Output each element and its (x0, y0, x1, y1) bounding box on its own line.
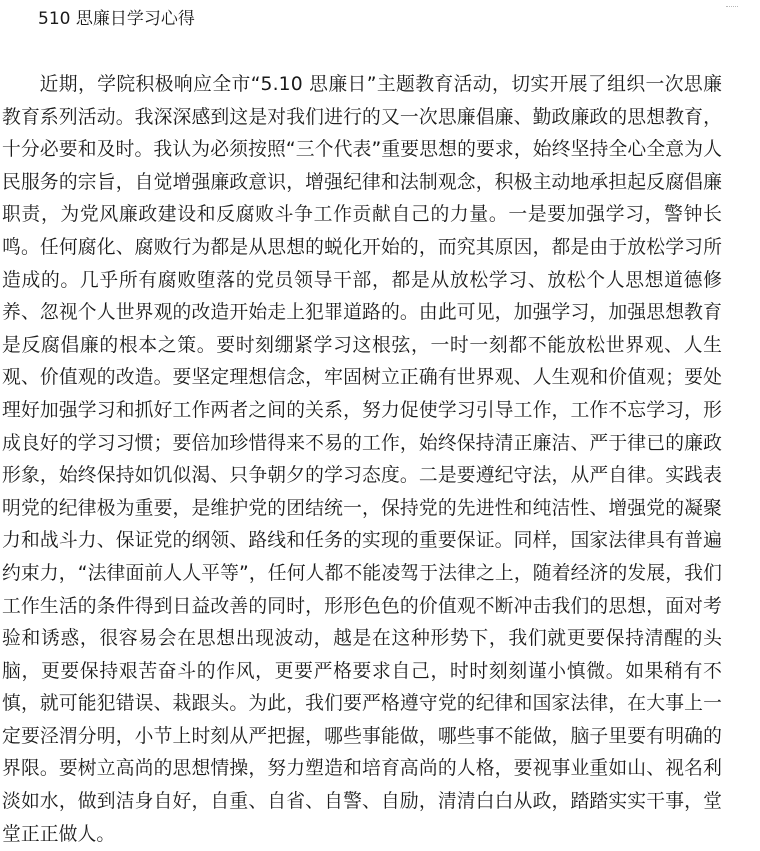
page-corner-marker (726, 6, 738, 8)
document-title: 510 思廉日学习心得 (38, 9, 195, 29)
document-body-paragraph: 近期，学院积极响应全市“5.10 思廉日”主题教育活动，切实开展了组织一次思廉教育系列活动。我深深感到这是对我们进行的又一次思廉倡廉、勤政廉政的思想教育，十分必要和及时。我认为必须按照“三个代表”重要思想的要求，始终坚持全心全意为人民服务的宗旨，自觉增强廉政意识，增强纪律和法制观念，积极主动地承担起反腐倡廉职责，为党风廉政建设和反腐败斗争工作贡献自己的力量。一是要加强学习，警钟长鸣。任何腐化、腐败行为都是从思想的蜕化开始的，而究其原因，都是由于放松学习所造成的。几乎所有腐败堕落的党员领导干部，都是从放松学习、放松个人思想道德修养、忽视个人世界观的改造开始走上犯罪道路的。由此可见，加强学习，加强思想教育是反腐倡廉的根本之策。要时刻绷紧学习这根弦，一时一刻都不能放松世界观、人生观、价值观的改造。要坚定理想信念，牢固树立正确有世界观、人生观和价值观；要处理好加强学习和抓好工作两者之间的关系，努力促使学习引导工作，工作不忘学习，形成良好的学习习惯；要倍加珍惜得来不易的工作，始终保持清正廉洁、严于律已的廉政形象，始终保持如饥似渴、只争朝夕的学习态度。二是要遵纪守法，从严自律。实践表明党的纪律极为重要，是维护党的团结统一，保持党的先进性和纯洁性、增强党的凝聚力和战斗力、保证党的纲领、路线和任务的实现的重要保证。同样，国家法律具有普遍约束力，“法律面前人人平等”，任何人都不能凌驾于法律之上，随着经济的发展，我们工作生活的条件得到日益改善的同时，形形色色的价值观不断冲击我们的思想，面对考验和诱惑，很容易会在思想出现波动，越是在这种形势下，我们就更要保持清醒的头脑，更要保持艰苦奋斗的作风，更要严格要求自己，时时刻刻谨小慎微。如果稍有不慎，就可能犯错误、栽跟头。为此，我们要严格遵守党的纪律和国家法律，在大事上一定要泾渭分明，小节上时刻从严把握，哪些事能做，哪些事不能做，脑子里要有明确的界限。要树立高尚的思想情操，努力塑造和培育高尚的人格，要视事业重如山、视名利淡如水，做到洁身自好，自重、自省、自警、自励，清清白白从政，踏踏实实干事，堂堂正正做人。 (2, 74, 722, 845)
